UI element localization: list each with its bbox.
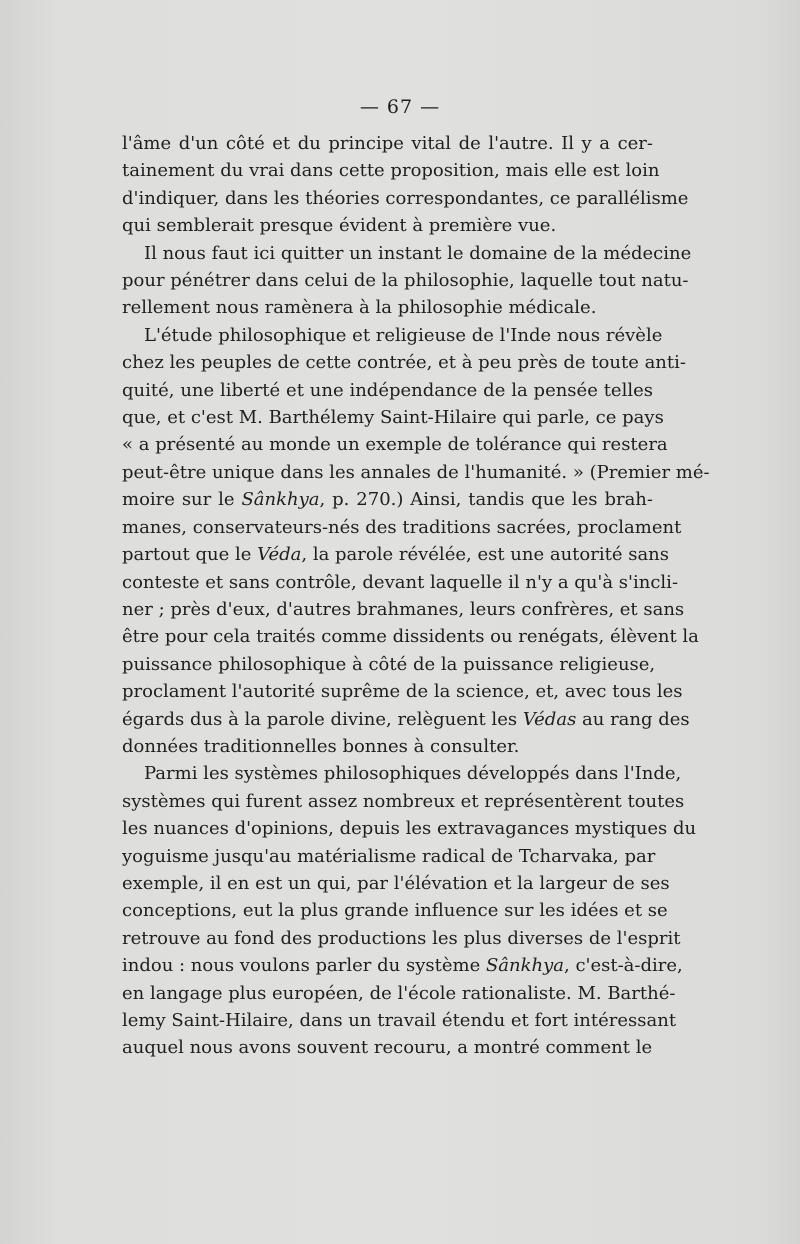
text-line: quité, une liberté et une indépendance de la pensée telles (122, 379, 653, 401)
text-line: qui semblerait presque évident à première vue. (122, 215, 557, 237)
text-line: manes, conservateurs-nés des traditions sacrées, proclament (122, 516, 682, 538)
text-line: égards dus à la parole divine, relèguent les Védas au rang des (122, 708, 690, 730)
text-line: conceptions, eut la plus grande influence sur les idées et se (122, 900, 668, 922)
text-line: systèmes qui furent assez nombreux et représentèrent toutes (122, 790, 685, 812)
text-line: que, et c'est M. Barthélemy Saint-Hilaire qui parle, ce pays (122, 407, 664, 429)
page-number: — 67 — (359, 96, 441, 118)
text-line: l'âme d'un côté et du principe vital de l'autre. Il y a cer- (122, 133, 653, 154)
text-line: les nuances d'opinions, depuis les extravagances mystiques du (122, 818, 697, 840)
italic-term: Sânkhya (485, 955, 564, 977)
paragraph (122, 760, 697, 1061)
text-line: lemy Saint-Hilaire, dans un travail étendu et fort intéressant (122, 1010, 677, 1031)
text-line: Il nous faut ici quitter un instant le domaine de la médecine (144, 242, 692, 264)
text-line: tainement du vrai dans cette proposition, mais elle est loin (122, 160, 660, 182)
text-line: moire sur le Sânkhya, p. 270.) Ainsi, tandis que les brah- (122, 489, 653, 511)
paragraph (122, 130, 689, 240)
text-line: Parmi les systèmes philosophiques développés dans l'Inde, (144, 763, 682, 785)
text-line: exemple, il en est un qui, par l'élévation et la largeur de ses (122, 872, 670, 894)
text-line: être pour cela traités comme dissidents ou renégats, élèvent la (122, 626, 699, 648)
paragraph (122, 322, 710, 761)
text-line: données traditionnelles bonnes à consulter. (122, 735, 520, 757)
text-line: proclament l'autorité suprême de la science, et, avec tous les (122, 681, 683, 703)
text-line: ner ; près d'eux, d'autres brahmanes, leurs confrères, et sans (122, 598, 685, 620)
text-line: en langage plus européen, de l'école rationaliste. M. Barthé- (122, 982, 676, 1004)
italic-term: Véda (257, 544, 302, 566)
text-line: « a présenté au monde un exemple de tolérance qui restera (122, 434, 668, 456)
text-line: retrouve au fond des productions les plus diverses de l'esprit (122, 927, 681, 949)
text-line: rellement nous ramènera à la philosophie médicale. (122, 297, 597, 319)
body-text (122, 130, 710, 1062)
italic-term: Sânkhya (241, 489, 320, 511)
text-line: d'indiquer, dans les théories correspondantes, ce parallélisme (122, 187, 689, 209)
text-line: auquel nous avons souvent recouru, a montré comment le (122, 1037, 653, 1059)
text-line: puissance philosophique à côté de la puissance religieuse, (122, 653, 656, 675)
text-line: chez les peuples de cette contrée, et à peu près de toute anti- (122, 352, 686, 374)
text-line: indou : nous voulons parler du système Sânkhya, c'est-à-dire, (122, 955, 683, 977)
text-line: partout que le Véda, la parole révélée, est une autorité sans (122, 544, 670, 566)
italic-term: Védas (522, 708, 577, 730)
text-line: pour pénétrer dans celui de la philosophie, laquelle tout natu- (122, 270, 689, 292)
text-line: L'étude philosophique et religieuse de l'Inde nous révèle (144, 324, 663, 346)
text-line: conteste et sans contrôle, devant laquelle il n'y a qu'à s'incli- (122, 571, 679, 593)
text-line: yoguisme jusqu'au matérialisme radical de Tcharvaka, par (122, 845, 656, 867)
paragraph (122, 240, 692, 322)
text-line: peut-être unique dans les annales de l'humanité. » (Premier mé- (122, 461, 710, 483)
